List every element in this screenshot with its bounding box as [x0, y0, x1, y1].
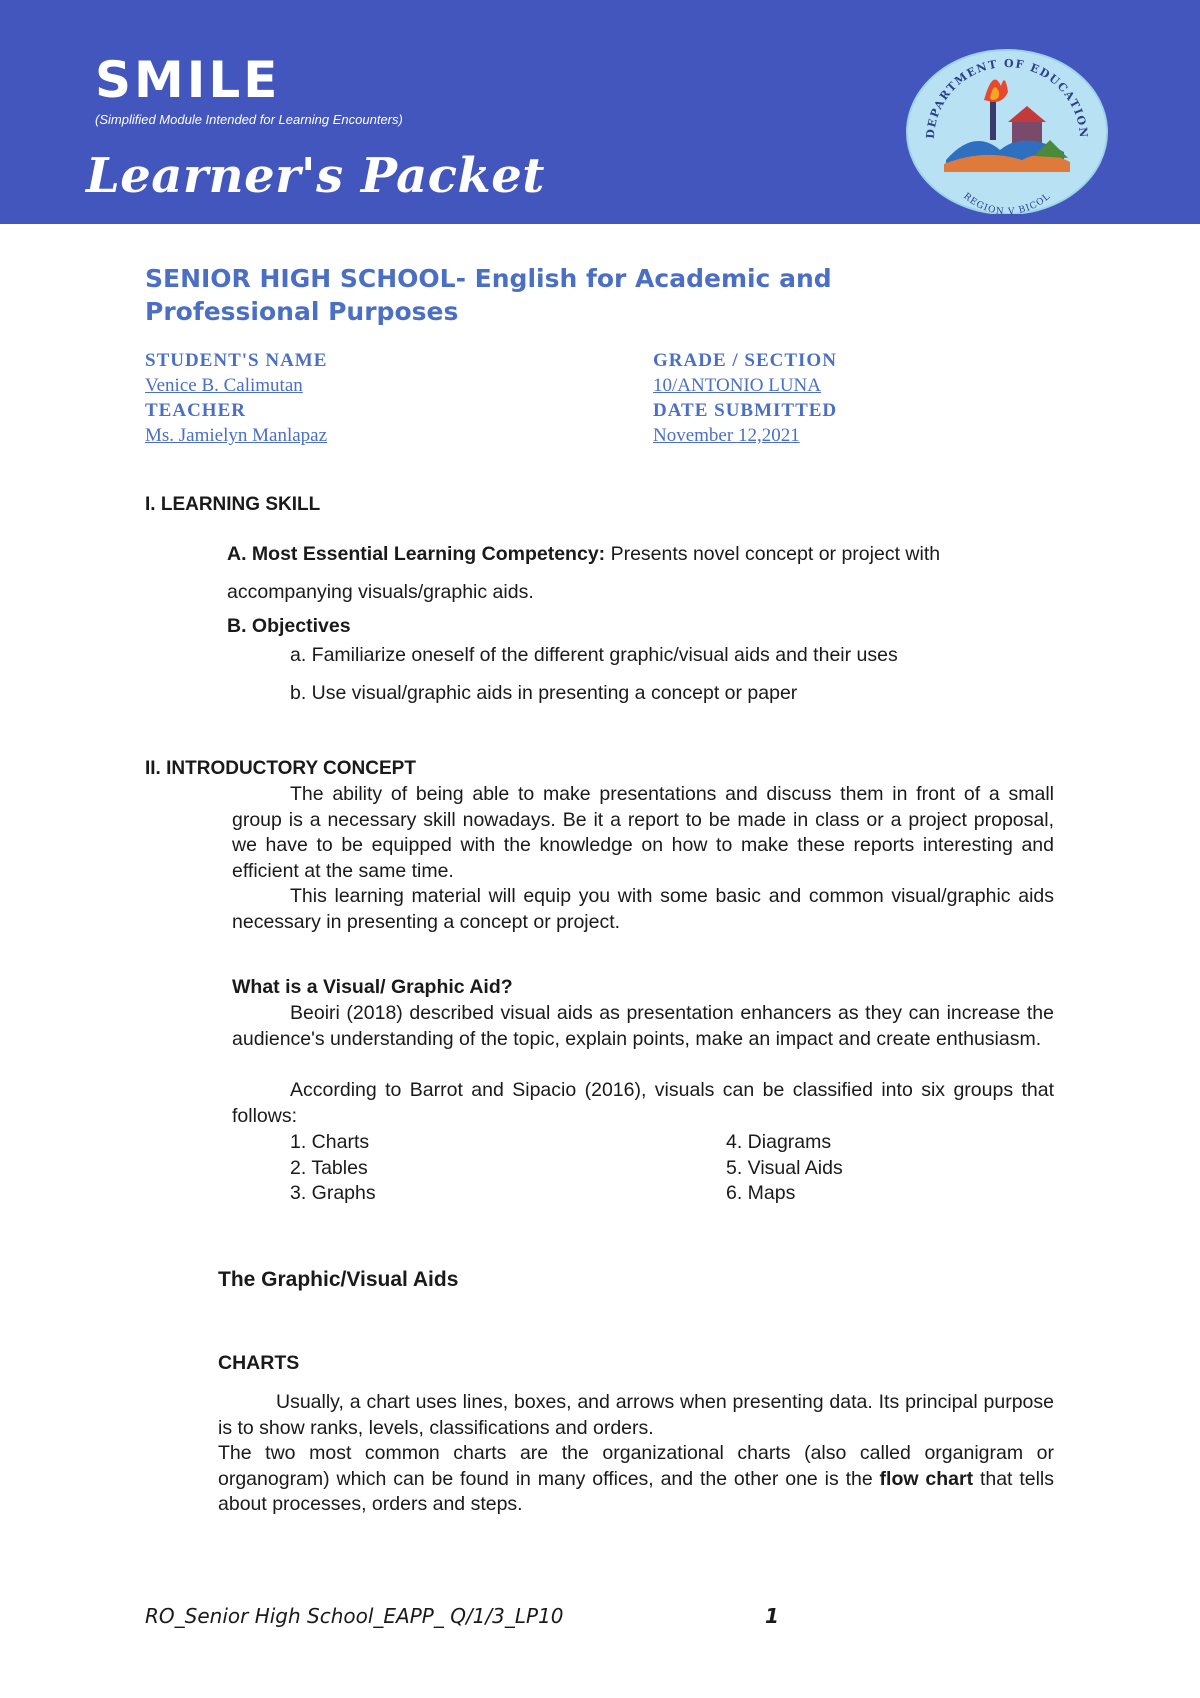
visual-aid-p2-text: According to Barrot and Sipacio (2016), visuals can be classified into six groups that follows:	[232, 1079, 1054, 1127]
charts-p1-text: Usually, a chart uses lines, boxes, and arrows when presenting data. Its principal purpose is to show ranks, levels, classifications and orders.	[218, 1391, 1054, 1439]
date-submitted-label: DATE SUBMITTED	[653, 400, 838, 421]
document-title: SENIOR HIGH SCHOOL- English for Academic and Professional Purposes	[145, 264, 832, 326]
date-submitted-value: November 12,2021	[653, 425, 800, 446]
classification-item: 4. Diagrams	[726, 1131, 832, 1153]
brand-title: SMILE	[95, 51, 281, 109]
intro-heading: II. INTRODUCTORY CONCEPT	[145, 758, 416, 779]
classification-item: 6. Maps	[726, 1182, 796, 1204]
charts-p2-start: The two most common charts are the organizational charts (also called organigram or organogram) which can be found in many offices, and the other one is the	[218, 1442, 1054, 1490]
objective-item: a. Familiarize oneself of the different graphic/visual aids and their uses	[290, 644, 898, 666]
learning-skill-heading: I. LEARNING SKILL	[145, 494, 321, 515]
classification-item: 1. Charts	[290, 1131, 370, 1153]
page-number: 1	[765, 1604, 779, 1628]
competency-label: A. Most Essential Learning Competency:	[227, 543, 606, 565]
classification-item: 2. Tables	[290, 1157, 368, 1179]
visual-aid-paragraph-2	[232, 1078, 1054, 1129]
grade-section-value: 10/ANTONIO LUNA	[653, 375, 821, 396]
charts-paragraph-2	[218, 1441, 1054, 1518]
grade-section-label: GRADE / SECTION	[653, 350, 837, 371]
page-footer	[145, 1604, 785, 1628]
charts-paragraph-1	[218, 1390, 1054, 1441]
brand-subtitle: (Simplified Module Intended for Learning Encounters)	[95, 112, 403, 127]
classification-item: 3. Graphs	[290, 1182, 376, 1204]
intro-p2-text: This learning material will equip you with some basic and common visual/graphic aids necessary in presenting a concept or project.	[232, 885, 1054, 933]
intro-paragraph-2	[232, 884, 1054, 935]
seal-top-text: DEPARTMENT OF EDUCATION	[923, 56, 1091, 140]
deped-seal-logo	[904, 48, 1110, 214]
visual-aid-p1-text: Beoiri (2018) described visual aids as presentation enhancers as they can increase the audience's understanding of the topic, explain points, make an impact and create enthusiasm.	[232, 1002, 1054, 1050]
student-info-right	[653, 348, 837, 448]
teacher-value: Ms. Jamielyn Manlapaz	[145, 425, 328, 446]
objective-item: b. Use visual/graphic aids in presenting a concept or paper	[290, 682, 798, 704]
intro-p1-text: The ability of being able to make presentations and discuss them in front of a small group is a necessary skill nowadays. Be it a report to be made in class or a project proposal, we have to be equipped with the knowledge on how to make these reports interesting and efficient at the same time.	[232, 783, 1054, 882]
graphic-aids-heading: The Graphic/Visual Aids	[218, 1268, 459, 1291]
competency-paragraph	[227, 535, 1057, 611]
packet-title: Learner's Packet	[86, 148, 545, 204]
footer-code: RO_Senior High School_EAPP_ Q/1/3_LP10	[145, 1604, 564, 1628]
seal-bottom-text: REGION V BICOL	[961, 191, 1053, 214]
teacher-label: TEACHER	[145, 400, 246, 421]
charts-p2-bold: flow chart	[879, 1467, 974, 1490]
competency-text: Presents novel concept or project with accompanying visuals/graphic aids.	[227, 543, 941, 603]
student-name-label: STUDENT'S NAME	[145, 350, 328, 371]
objectives-label: B. Objectives	[227, 615, 351, 637]
intro-paragraph-1	[232, 782, 1054, 884]
charts-p2-end: that tells about processes, orders and steps.	[218, 1467, 1055, 1515]
charts-heading: CHARTS	[218, 1352, 300, 1374]
visual-aid-heading: What is a Visual/ Graphic Aid?	[232, 976, 513, 998]
student-name-value: Venice B. Calimutan	[145, 375, 303, 396]
student-info-left	[145, 348, 327, 448]
classification-item: 5. Visual Aids	[726, 1157, 843, 1179]
visual-aid-paragraph-1	[232, 1001, 1054, 1052]
